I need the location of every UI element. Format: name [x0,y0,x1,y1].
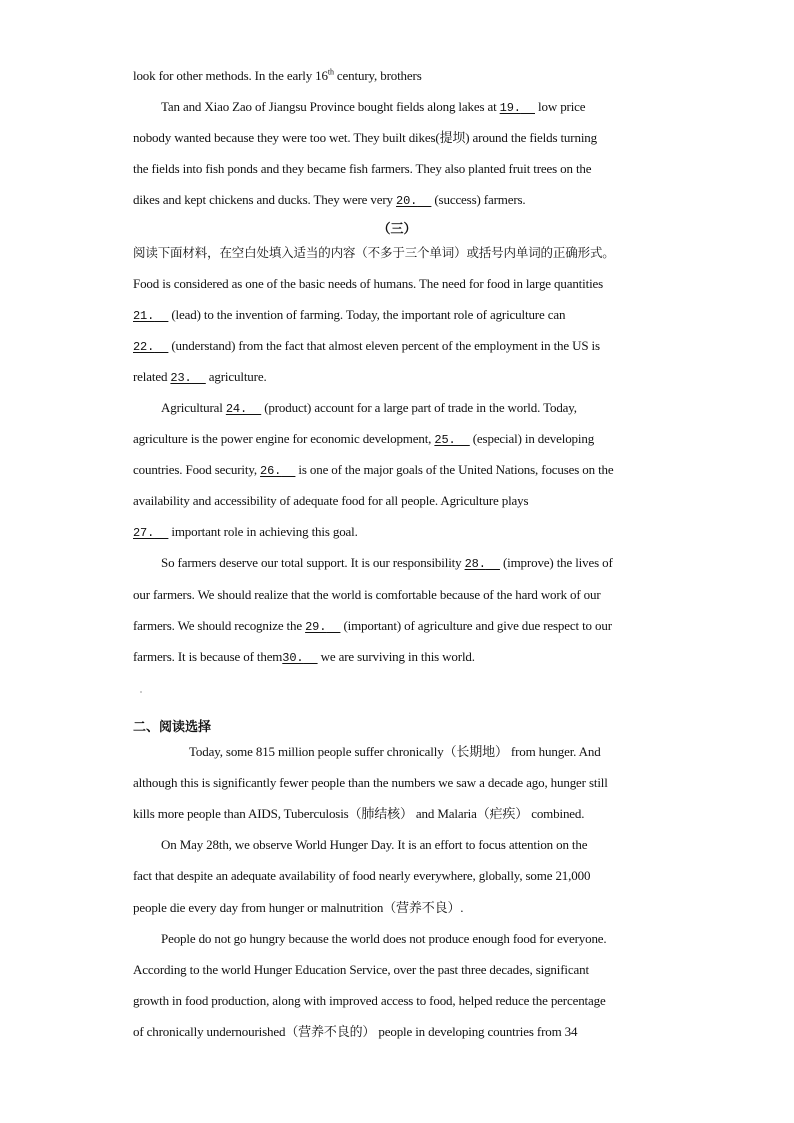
text-segment: farmers. It is because of them [133,649,283,664]
superscript: th [327,67,334,77]
text-segment: century, brothers [333,68,422,83]
blank-26[interactable]: 26. [260,464,282,478]
blank-22[interactable]: 22. [133,340,155,354]
blank-24[interactable]: 24. [225,402,247,416]
text-line [133,461,614,480]
blank-19[interactable]: 19. [499,101,521,115]
text-line: our farmers. We should realize that the world is comfortable because of the hard work of our [133,587,601,602]
blank-23[interactable]: 23. [170,371,192,385]
text-line: According to the world Hunger Education Service, over the past three decades, significant [133,962,589,977]
text-line: People do not go hungry because the world does not produce enough food for everyone. [161,931,607,946]
blank-25[interactable]: 25. [434,433,456,447]
blank-29[interactable]: 29. [305,620,327,634]
text-line: Today, some 815 million people suffer chronically（长期地） from hunger. And [189,744,601,759]
text-line [133,648,475,667]
text-segment: look for other methods. In the early 16 [133,68,328,83]
blank-21[interactable]: 21. [133,309,155,323]
text-segment: is one of the major goals of the United Nations, focuses on the [295,462,614,477]
text-segment: dikes and kept chickens and ducks. They were very [133,192,397,207]
text-segment: (understand) from the fact that almost eleven percent of the employment in the US is [168,338,600,353]
text-segment: farmers. We should recognize the [133,618,306,633]
text-line: of chronically undernourished（营养不良的） people in developing countries from 34 [133,1024,578,1039]
text-segment: So farmers deserve our total support. It is our responsibility [161,555,465,570]
text-segment: agriculture is the power engine for economic development, [133,431,435,446]
text-segment: agriculture. [205,369,267,384]
text-segment: (lead) to the invention of farming. Today, the important role of agriculture can [168,307,566,322]
instruction-text: 阅读下面材料，在空白处填入适当的内容（不多于三个单词）或括号内单词的正确形式。 [133,245,615,260]
text-line: On May 28th, we observe World Hunger Day. It is an effort to focus attention on the [161,837,588,852]
text-line: nobody wanted because they were too wet. They built dikes(提坝) around the fields turning [133,130,597,145]
text-line: Food is considered as one of the basic needs of humans. The need for food in large quantities [133,276,604,291]
text-line [161,98,585,117]
text-line [133,67,422,85]
blank-20[interactable]: 20. [396,194,418,208]
text-line: availability and accessibility of adequate food for all people. Agriculture plays [133,493,529,508]
text-line [161,554,613,573]
blank-30[interactable]: 30. [282,651,304,665]
text-segment: Tan and Xiao Zao of Jiangsu Province bought fields along lakes at [161,99,500,114]
text-line [133,368,267,387]
text-segment: (especial) in developing [469,431,595,446]
text-line: although this is significantly fewer people than the numbers we saw a decade ago, hunger still [133,775,608,790]
blank-28[interactable]: 28. [464,557,486,571]
text-segment: (improve) the lives of [499,555,613,570]
text-segment: (success) farmers. [431,192,526,207]
text-segment: Agricultural [161,400,226,415]
text-line [133,617,612,636]
text-segment: related [133,369,171,384]
text-segment: countries. Food security, [133,462,261,477]
text-line: kills more people than AIDS, Tuberculosis（肺结核） and Malaria（疟疾） combined. [133,806,585,821]
section-heading: 二、阅读选择 [133,720,212,735]
text-line: growth in food production, along with improved access to food, helped reduce the percentage [133,993,606,1008]
text-line: people die every day from hunger or malnutrition（营养不良）. [133,900,464,915]
text-line [161,399,577,418]
section-title: （三） [377,222,417,237]
text-segment: important role in achieving this goal. [168,524,358,539]
text-line [133,523,358,542]
text-segment: (product) account for a large part of trade in the world. Today, [261,400,577,415]
text-line: fact that despite an adequate availability of food nearly everywhere, globally, some 21,000 [133,868,591,883]
text-line [133,337,600,356]
text-segment: (important) of agriculture and give due respect to our [340,618,612,633]
text-line: the fields into fish ponds and they became fish farmers. They also planted fruit trees on the [133,161,592,176]
text-segment: low price [534,99,586,114]
text-line [133,191,526,210]
text-line [133,306,565,325]
blank-27[interactable]: 27. [133,526,155,540]
text-line [133,430,594,449]
text-segment: we are surviving in this world. [317,649,475,664]
stray-dot [140,691,142,693]
